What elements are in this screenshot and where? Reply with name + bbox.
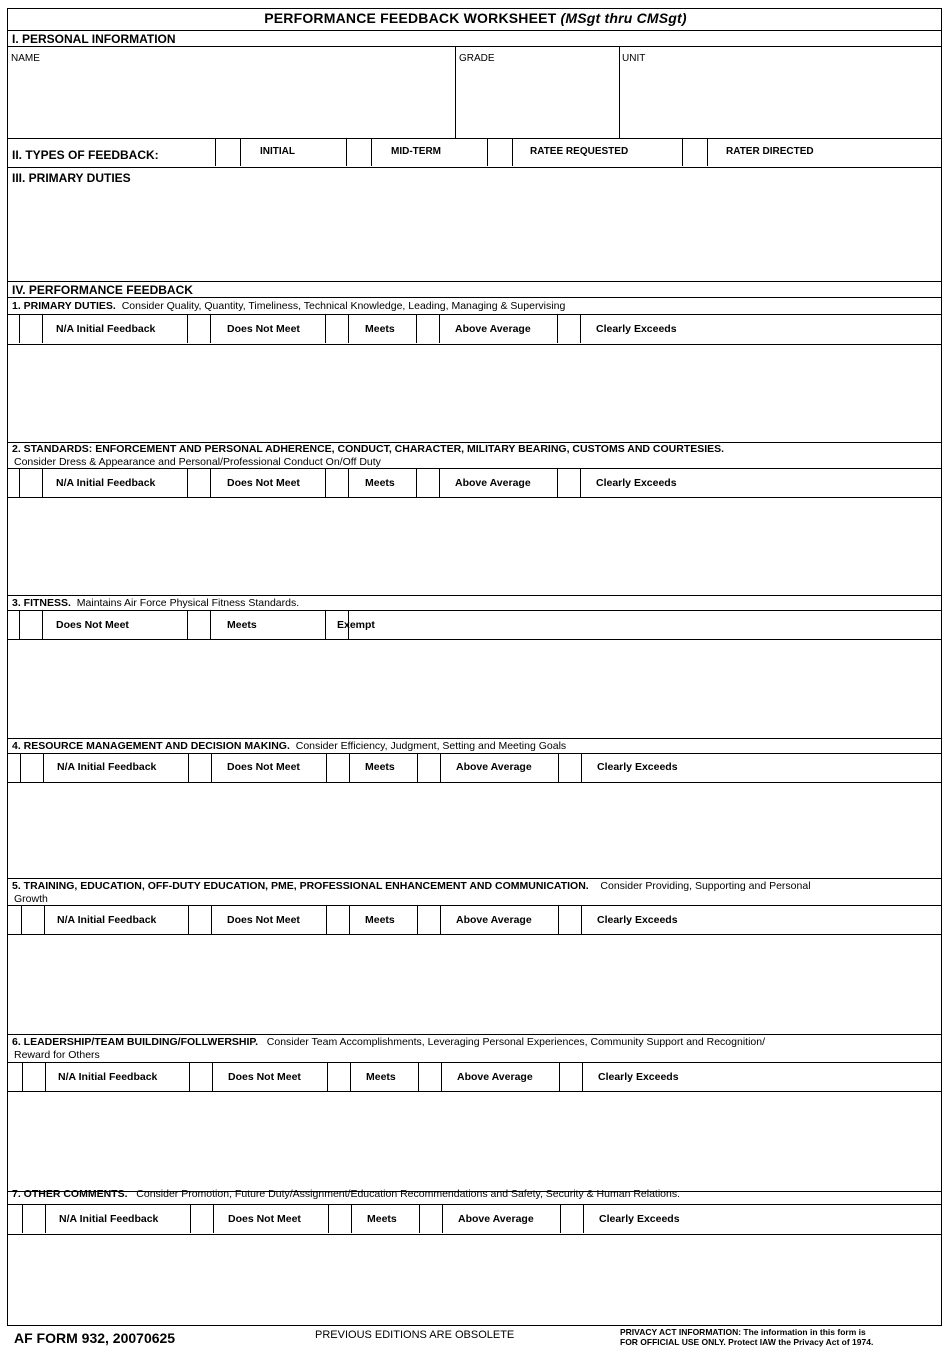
item-4-na-checkbox[interactable] — [20, 754, 44, 782]
privacy-line-2: FOR OFFICIAL USE ONLY. Protect IAW the Privacy Act of 1974. — [620, 1337, 874, 1347]
item-3-meets-checkbox[interactable] — [187, 611, 211, 639]
item-4-clearly-exceeds-label: Clearly Exceeds — [597, 761, 678, 773]
item-5-desc: Consider Providing, Supporting and Personal — [600, 880, 811, 892]
item-4-does-not-meet-checkbox[interactable] — [188, 754, 212, 782]
ratee-requested-label: RATEE REQUESTED — [530, 146, 629, 157]
item-3-title: 3. FITNESS. — [12, 597, 71, 609]
item-2-meets-label: Meets — [365, 477, 395, 489]
section-types-heading: II. TYPES OF FEEDBACK: — [12, 148, 159, 162]
section-personal-heading: I. PERSONAL INFORMATION — [12, 32, 176, 46]
name-label: NAME — [11, 53, 40, 64]
item-7-clearly-exceeds-label: Clearly Exceeds — [599, 1213, 680, 1225]
item-7-above-average-checkbox[interactable] — [419, 1205, 443, 1233]
item-5-comments[interactable] — [8, 935, 941, 1034]
mid-term-label: MID-TERM — [391, 146, 441, 157]
form-title — [8, 10, 943, 26]
initial-label: INITIAL — [260, 146, 295, 157]
item-5-meets-label: Meets — [365, 914, 395, 926]
item-6-does-not-meet-checkbox[interactable] — [189, 1063, 213, 1091]
item-2-clearly-exceeds-label: Clearly Exceeds — [596, 477, 677, 489]
item-1-na-label: N/A Initial Feedback — [56, 323, 156, 335]
form-title-italic: (MSgt thru CMSgt) — [560, 10, 687, 26]
item-1-meets-label: Meets — [365, 323, 395, 335]
item-5-na-checkbox[interactable] — [21, 906, 45, 934]
grade-field[interactable] — [456, 64, 619, 137]
item-5-above-average-checkbox[interactable] — [417, 906, 441, 934]
item-2-meets-checkbox[interactable] — [325, 469, 349, 497]
item-4-above-average-label: Above Average — [456, 761, 532, 773]
name-field[interactable] — [8, 64, 455, 137]
item-1-does-not-meet-checkbox[interactable] — [187, 315, 211, 343]
item-4-clearly-exceeds-checkbox[interactable] — [558, 754, 582, 782]
item-2-header — [12, 443, 724, 455]
item-4-na-label: N/A Initial Feedback — [57, 761, 157, 773]
previous-editions-note: PREVIOUS EDITIONS ARE OBSOLETE — [315, 1329, 515, 1341]
item-2-does-not-meet-checkbox[interactable] — [187, 469, 211, 497]
item-7-meets-label: Meets — [367, 1213, 397, 1225]
item-5-clearly-exceeds-checkbox[interactable] — [558, 906, 582, 934]
item-1-clearly-exceeds-label: Clearly Exceeds — [596, 323, 677, 335]
item-7-above-average-label: Above Average — [458, 1213, 534, 1225]
item-2-does-not-meet-label: Does Not Meet — [227, 477, 300, 489]
item-1-title: 1. PRIMARY DUTIES. — [12, 300, 116, 312]
item-6-does-not-meet-label: Does Not Meet — [228, 1071, 301, 1083]
item-4-title: 4. RESOURCE MANAGEMENT AND DECISION MAKING. — [12, 740, 290, 752]
item-5-above-average-label: Above Average — [456, 914, 532, 926]
section-primary-duties-heading: III. PRIMARY DUTIES — [12, 171, 131, 185]
item-7-na-checkbox[interactable] — [22, 1205, 46, 1233]
initial-checkbox[interactable] — [215, 138, 241, 166]
item-2-desc: Consider Dress & Appearance and Personal/Professional Conduct On/Off Duty — [14, 456, 381, 468]
item-4-meets-label: Meets — [365, 761, 395, 773]
item-1-meets-checkbox[interactable] — [325, 315, 349, 343]
item-3-header — [12, 597, 299, 609]
item-5-na-label: N/A Initial Feedback — [57, 914, 157, 926]
item-6-header — [12, 1036, 765, 1048]
item-5-header — [12, 880, 811, 892]
item-2-comments[interactable] — [8, 498, 941, 595]
item-2-clearly-exceeds-checkbox[interactable] — [557, 469, 581, 497]
item-6-title: 6. LEADERSHIP/TEAM BUILDING/FOLLWERSHIP. — [12, 1036, 258, 1048]
item-7-does-not-meet-label: Does Not Meet — [228, 1213, 301, 1225]
item-7-comments[interactable] — [8, 1235, 941, 1325]
grade-label: GRADE — [459, 53, 495, 64]
item-2-above-average-checkbox[interactable] — [416, 469, 440, 497]
item-6-na-checkbox[interactable] — [22, 1063, 46, 1091]
item-4-header — [12, 740, 566, 752]
item-5-does-not-meet-label: Does Not Meet — [227, 914, 300, 926]
item-2-na-label: N/A Initial Feedback — [56, 477, 156, 489]
item-3-does-not-meet-checkbox[interactable] — [19, 611, 43, 639]
item-3-desc: Maintains Air Force Physical Fitness Standards. — [76, 597, 300, 609]
item-7-meets-checkbox[interactable] — [328, 1205, 352, 1233]
item-1-clearly-exceeds-checkbox[interactable] — [557, 315, 581, 343]
item-3-does-not-meet-label: Does Not Meet — [56, 619, 129, 631]
item-2-na-checkbox[interactable] — [19, 469, 43, 497]
item-5-clearly-exceeds-label: Clearly Exceeds — [597, 914, 678, 926]
rater-directed-checkbox[interactable] — [682, 138, 708, 166]
item-7-does-not-meet-checkbox[interactable] — [190, 1205, 214, 1233]
item-2-above-average-label: Above Average — [455, 477, 531, 489]
item-6-clearly-exceeds-checkbox[interactable] — [559, 1063, 583, 1091]
item-5-title: 5. TRAINING, EDUCATION, OFF-DUTY EDUCATION, PME, PROFESSIONAL ENHANCEMENT AND COMMUNICATION. — [12, 880, 589, 892]
item-7-desc: Consider Promotion, Future Duty/Assignment/Education Recommendations and Safety, Security & Human Relations. — [136, 1188, 681, 1200]
item-6-meets-label: Meets — [366, 1071, 396, 1083]
form-number: AF FORM 932, 20070625 — [14, 1330, 176, 1346]
item-1-header — [12, 300, 565, 312]
item-4-comments[interactable] — [8, 783, 941, 878]
item-6-na-label: N/A Initial Feedback — [58, 1071, 158, 1083]
unit-label: UNIT — [622, 53, 646, 64]
item-1-above-average-label: Above Average — [455, 323, 531, 335]
item-6-comments[interactable] — [8, 1092, 941, 1191]
item-1-comments[interactable] — [8, 345, 941, 442]
primary-duties-field[interactable] — [8, 187, 941, 280]
item-1-does-not-meet-label: Does Not Meet — [227, 323, 300, 335]
privacy-line-1: PRIVACY ACT INFORMATION: The information in this form is — [620, 1327, 866, 1337]
item-1-na-checkbox[interactable] — [19, 315, 43, 343]
privacy-act-notice — [620, 1327, 942, 1347]
item-6-desc: Consider Team Accomplishments, Leveraging Personal Experiences, Community Support and Recognition/ — [266, 1036, 765, 1048]
item-7-clearly-exceeds-checkbox[interactable] — [560, 1205, 584, 1233]
item-7-header — [12, 1188, 680, 1200]
item-6-above-average-checkbox[interactable] — [418, 1063, 442, 1091]
item-7-title: 7. OTHER COMMENTS. — [12, 1188, 128, 1200]
item-5-does-not-meet-checkbox[interactable] — [188, 906, 212, 934]
item-1-desc: Consider Quality, Quantity, Timeliness, Technical Knowledge, Leading, Managing & Supervising — [121, 300, 566, 312]
item-3-meets-label: Meets — [227, 619, 257, 631]
section-performance-heading: IV. PERFORMANCE FEEDBACK — [12, 283, 193, 297]
form-page — [7, 8, 942, 1326]
item-7-na-label: N/A Initial Feedback — [59, 1213, 159, 1225]
item-6-meets-checkbox[interactable] — [327, 1063, 351, 1091]
ratee-requested-checkbox[interactable] — [487, 138, 513, 166]
mid-term-checkbox[interactable] — [346, 138, 372, 166]
item-3-comments[interactable] — [8, 640, 941, 738]
item-4-desc: Consider Efficiency, Judgment, Setting and Meeting Goals — [295, 740, 567, 752]
item-3-exempt-label: Exempt — [337, 619, 375, 631]
item-5-desc-cont: Growth — [14, 893, 48, 905]
item-5-meets-checkbox[interactable] — [326, 906, 350, 934]
item-6-clearly-exceeds-label: Clearly Exceeds — [598, 1071, 679, 1083]
item-6-desc-cont: Reward for Others — [14, 1049, 100, 1061]
rater-directed-label: RATER DIRECTED — [726, 146, 814, 157]
item-4-above-average-checkbox[interactable] — [417, 754, 441, 782]
item-4-does-not-meet-label: Does Not Meet — [227, 761, 300, 773]
item-2-title: 2. STANDARDS: ENFORCEMENT AND PERSONAL ADHERENCE, CONDUCT, CHARACTER, MILITARY BEARING, CUSTOMS AND COURTESIES. — [12, 443, 725, 455]
item-4-meets-checkbox[interactable] — [326, 754, 350, 782]
form-title-main: PERFORMANCE FEEDBACK WORKSHEET — [264, 10, 561, 26]
unit-field[interactable] — [620, 64, 941, 137]
item-1-above-average-checkbox[interactable] — [416, 315, 440, 343]
item-6-above-average-label: Above Average — [457, 1071, 533, 1083]
